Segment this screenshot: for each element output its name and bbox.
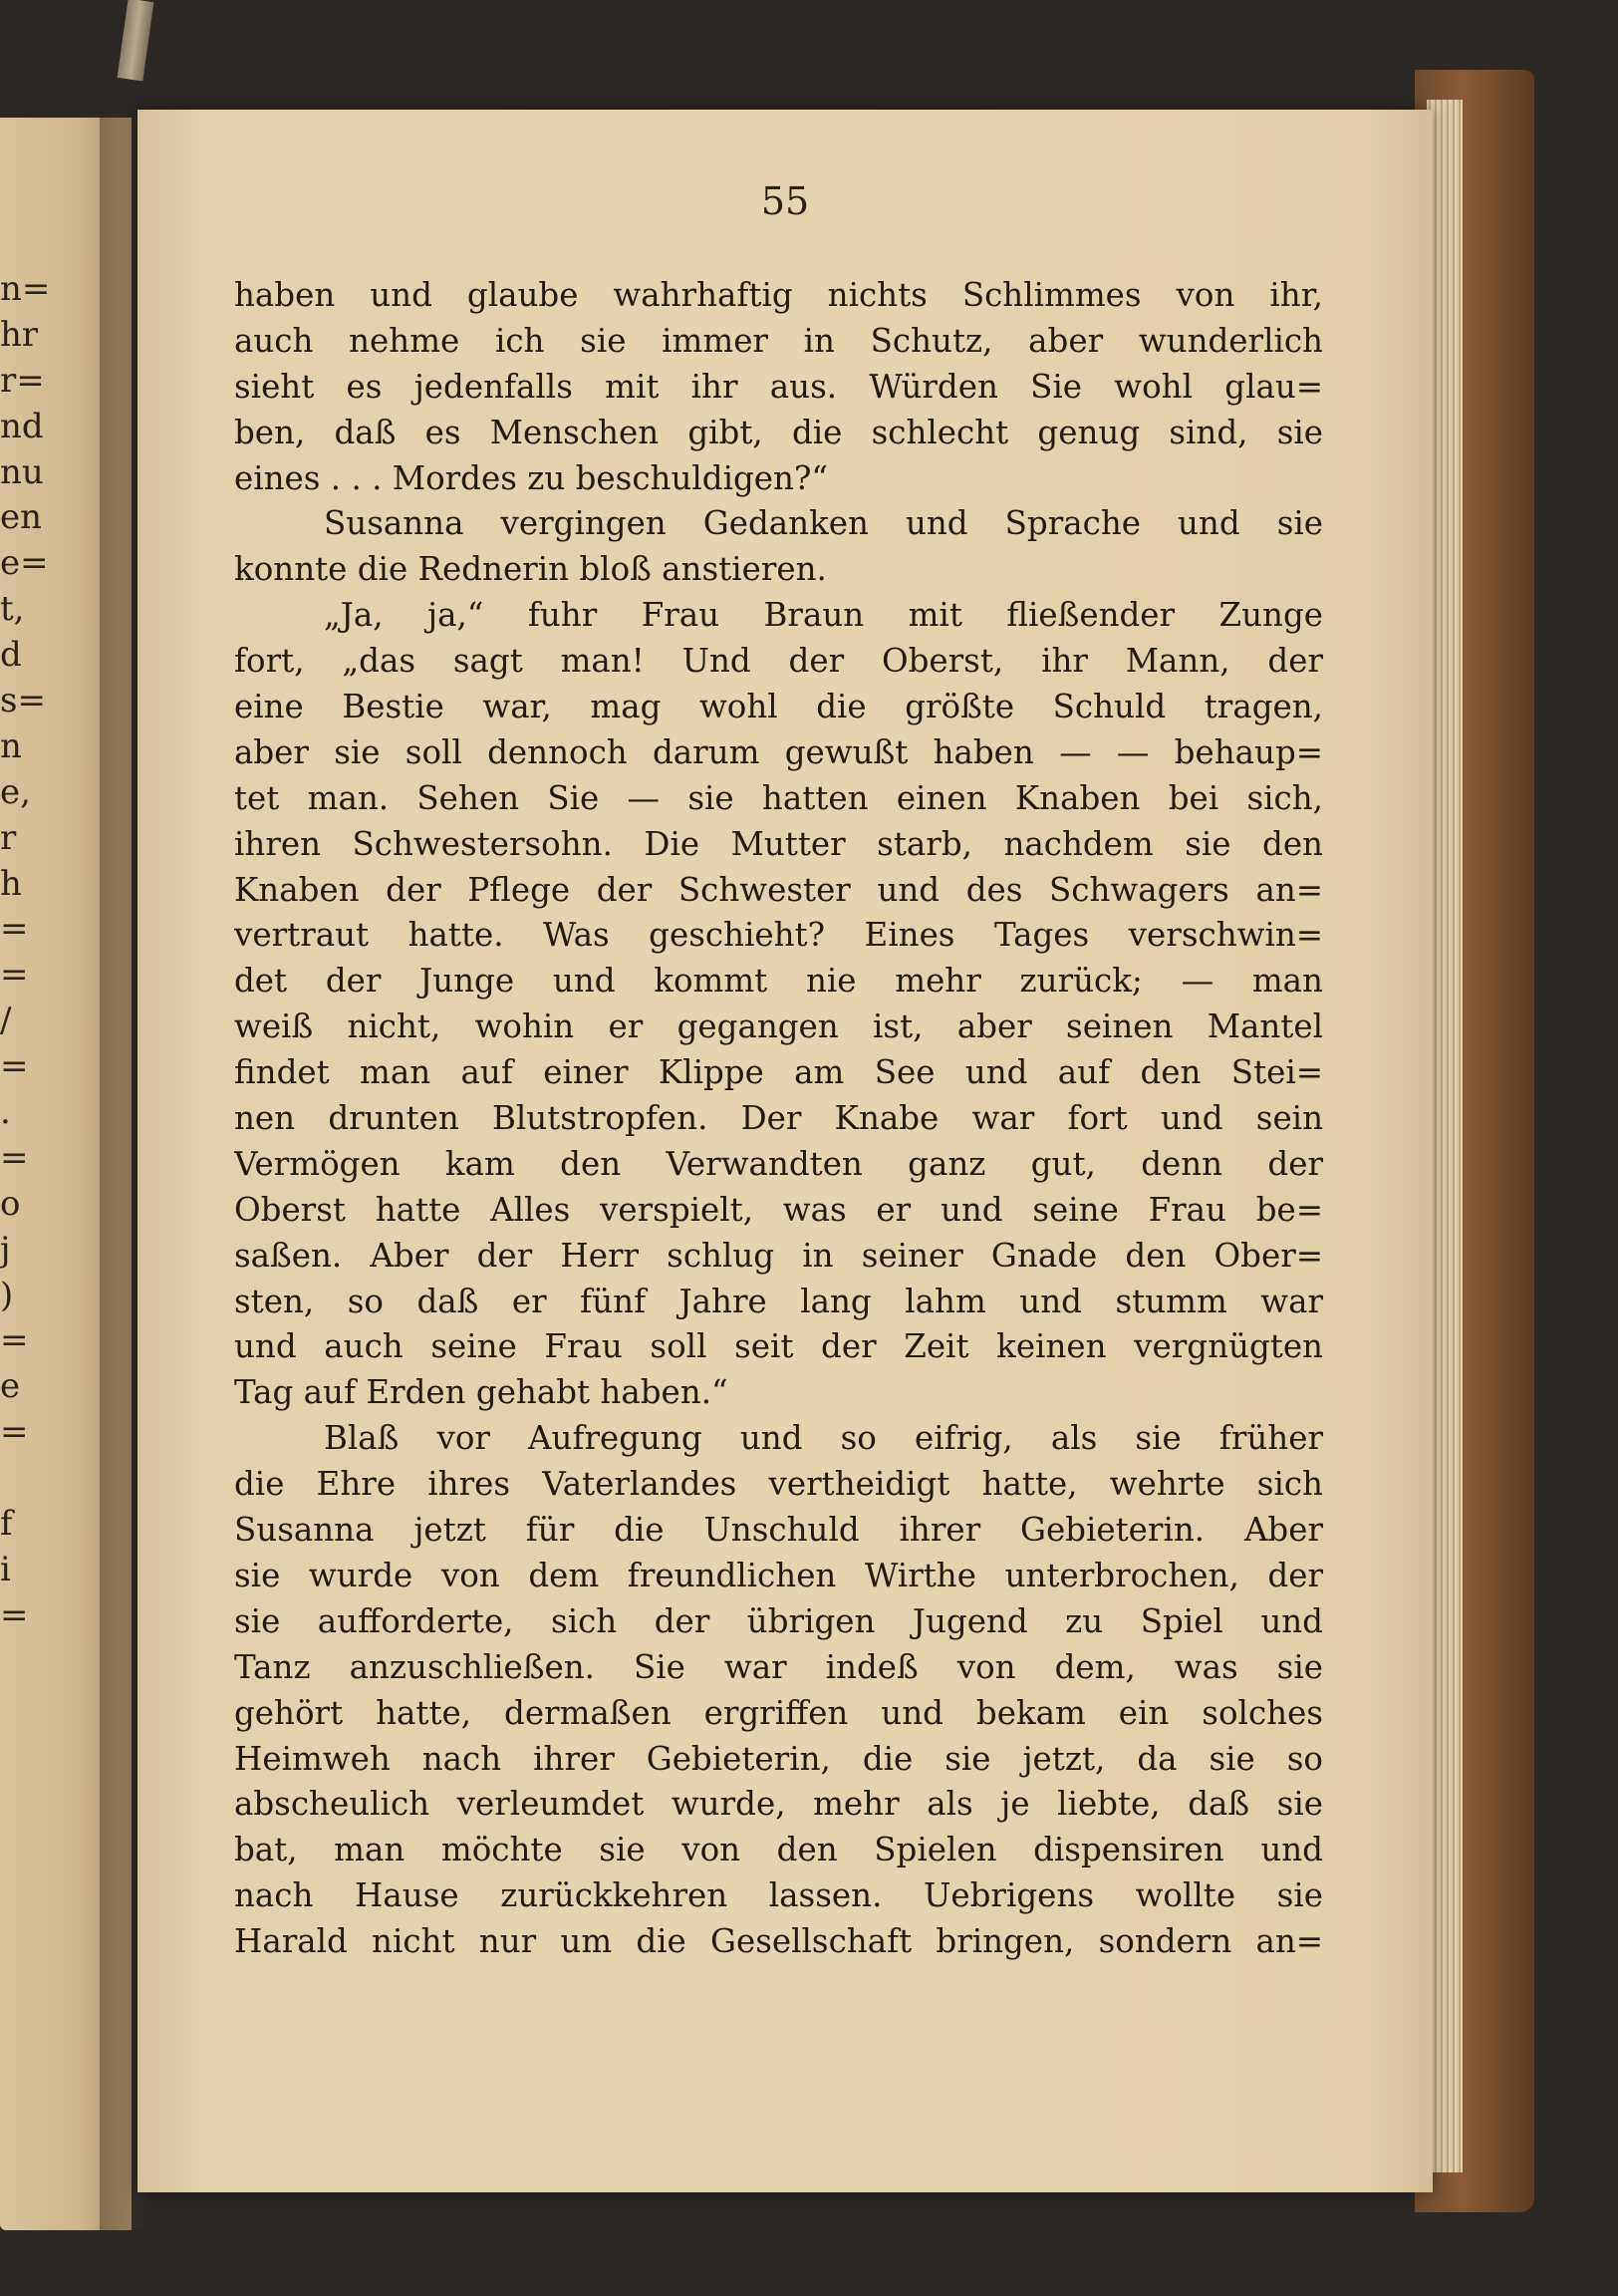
text-line: Susanna vergingen Gedanken und Sprache und sie <box>324 504 1323 543</box>
facing-page-fragment: r= <box>0 360 45 401</box>
facing-page-fragment: nu <box>0 451 44 492</box>
facing-page-fragment: = <box>0 1320 29 1361</box>
facing-page-fragment: = <box>0 955 29 996</box>
page-text-block <box>234 273 1323 1965</box>
text-line: sie wurde von dem freundlichen Wirthe unterbrochen, der <box>234 1556 1323 1594</box>
facing-page-fragment: = <box>0 1046 29 1087</box>
facing-page-fragment: r <box>0 817 17 858</box>
page-number: 55 <box>760 179 810 223</box>
text-line: det der Junge und kommt nie mehr zurück; — man <box>234 962 1323 1001</box>
text-line: bat, man möchte sie von den Spielen dispensiren und <box>234 1831 1323 1869</box>
text-line: tet man. Sehen Sie — sie hatten einen Knaben bei sich, <box>234 778 1323 817</box>
facing-page-fragment: o <box>0 1183 21 1224</box>
facing-page-fragment: s= <box>0 681 46 721</box>
facing-page-fragment: = <box>0 1594 29 1635</box>
facing-page-fragment <box>0 1456 40 1502</box>
text-line: nach Hause zurückkehren lassen. Uebrigens wollte sie <box>234 1876 1323 1915</box>
text-line: sie aufforderte, sich der übrigen Jugend zu Spiel und <box>234 1601 1323 1640</box>
text-line: „Ja, ja,“ fuhr Frau Braun mit fließender Zunge <box>324 596 1323 635</box>
text-line: konnte die Rednerin bloß anstieren. <box>234 550 827 589</box>
facing-page-margin-text <box>0 267 51 1685</box>
text-line: fort, „das sagt man! Und der Oberst, ihr Mann, der <box>234 642 1323 681</box>
text-line: Harald nicht nur um die Gesellschaft bringen, sondern an= <box>234 1922 1323 1961</box>
facing-page-fragment: t, <box>0 589 25 630</box>
facing-page-fragment: i <box>0 1549 11 1589</box>
text-line: sieht es jedenfalls mit ihr aus. Würden Sie wohl glau= <box>234 367 1323 406</box>
facing-page-fragment: e= <box>0 543 49 584</box>
facing-page-fragment: ) <box>0 1275 14 1315</box>
text-line: und auch seine Frau soll seit der Zeit keinen vergnügten <box>234 1327 1323 1366</box>
facing-page-fragment: . <box>0 1092 11 1133</box>
text-line: aber sie soll dennoch darum gewußt haben — — behaup= <box>234 732 1323 771</box>
facing-page-fragment: = <box>0 909 29 950</box>
bookmark-ribbon <box>118 0 154 81</box>
text-line: Knaben der Pflege der Schwester und des Schwagers an= <box>234 870 1323 909</box>
text-line: ben, daß es Menschen gibt, die schlecht genug sind, sie <box>234 413 1323 451</box>
text-line: Vermögen kam den Verwandten ganz gut, denn der <box>234 1144 1323 1183</box>
text-line: Susanna jetzt für die Unschuld ihrer Gebieterin. Aber <box>234 1511 1323 1550</box>
facing-page-fragment: n <box>0 725 22 766</box>
text-line: Tag auf Erden gehabt haben.“ <box>234 1373 728 1412</box>
text-line: auch nehme ich sie immer in Schutz, aber wunderlich <box>234 321 1323 360</box>
facing-page-fragment: / <box>0 1001 12 1041</box>
text-line: haben und glaube wahrhaftig nichts Schlimmes von ihr, <box>234 276 1323 314</box>
book-page <box>137 110 1433 2192</box>
text-line: findet man auf einer Klippe am See und auf den Stei= <box>234 1053 1323 1092</box>
facing-page-fragment: e <box>0 1366 21 1407</box>
text-line: Blaß vor Aufregung und so eifrig, als sie früher <box>324 1419 1323 1458</box>
text-line: saßen. Aber der Herr schlug in seiner Gnade den Ober= <box>234 1236 1323 1275</box>
text-line: gehört hatte, dermaßen ergriffen und bekam ein solches <box>234 1693 1323 1732</box>
facing-page-fragment: j <box>0 1229 11 1270</box>
facing-page-fragment: h <box>0 863 22 904</box>
text-line: Heimweh nach ihrer Gebieterin, die sie jetzt, da sie so <box>234 1739 1323 1778</box>
facing-page-fragment: d <box>0 635 22 676</box>
facing-page-fragment: f <box>0 1504 13 1545</box>
text-line: die Ehre ihres Vaterlandes vertheidigt hatte, wehrte sich <box>234 1465 1323 1504</box>
facing-page-fragment <box>0 1639 40 1685</box>
facing-page-fragment: = <box>0 1137 29 1178</box>
text-line: eine Bestie war, mag wohl die größte Schuld tragen, <box>234 688 1323 726</box>
facing-page-fragment: hr <box>0 314 39 355</box>
facing-page-fragment: = <box>0 1412 29 1453</box>
text-line: nen drunten Blutstropfen. Der Knabe war fort und sein <box>234 1099 1323 1138</box>
text-line: weiß nicht, wohin er gegangen ist, aber seinen Mantel <box>234 1007 1323 1046</box>
facing-page-fragment: nd <box>0 406 44 446</box>
text-line: ihren Schwestersohn. Die Mutter starb, nachdem sie den <box>234 824 1323 863</box>
text-line: Oberst hatte Alles verspielt, was er und seine Frau be= <box>234 1190 1323 1229</box>
facing-page-fragment: e, <box>0 771 31 812</box>
text-line: abscheulich verleumdet wurde, mehr als je liebte, daß sie <box>234 1785 1323 1824</box>
text-line: Tanz anzuschließen. Sie war indeß von dem, was sie <box>234 1647 1323 1686</box>
facing-page-fragment: en <box>0 497 43 538</box>
text-line: vertraut hatte. Was geschieht? Eines Tages verschwin= <box>234 916 1323 955</box>
facing-page-fragment: n= <box>0 269 51 309</box>
text-line: sten, so daß er fünf Jahre lang lahm und stumm war <box>234 1282 1323 1320</box>
text-line: eines . . . Mordes zu beschuldigen?“ <box>234 458 828 497</box>
